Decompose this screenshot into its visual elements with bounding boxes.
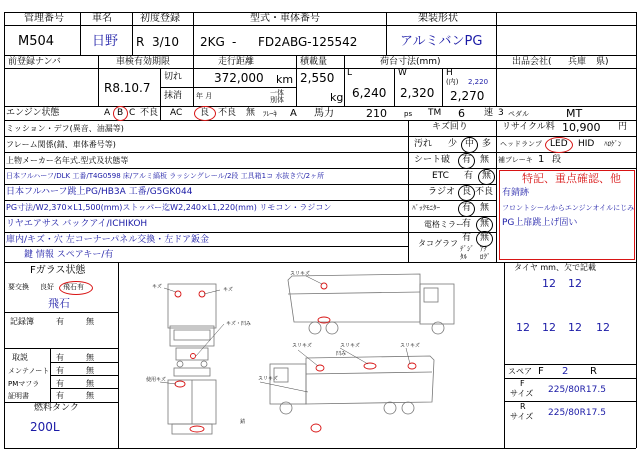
side-view-window bbox=[424, 288, 438, 302]
mirror-yes: 有 bbox=[462, 219, 472, 229]
model-code: 2KG bbox=[200, 35, 225, 49]
grid-line bbox=[408, 136, 636, 137]
grid-line bbox=[636, 12, 637, 448]
grid-line bbox=[408, 168, 636, 169]
pedal-count: 3 bbox=[498, 108, 504, 118]
grid-line bbox=[4, 312, 118, 313]
glass-good: 良好 bbox=[40, 283, 54, 291]
mirror-no: 無 bbox=[480, 219, 490, 229]
tachograph-log: ﾛｸﾞ bbox=[480, 253, 491, 261]
back-monitor-yes: 有 bbox=[462, 203, 472, 213]
spare-count: 2 bbox=[562, 366, 569, 377]
spec-line-3: PG寸法/W2,370×L1,500(mm)ストッパー迄W2,240×L1,220(mm) リモコン・ラジコン bbox=[6, 203, 332, 212]
cert-yes: 有 bbox=[56, 391, 64, 400]
pm-muffler-no: 無 bbox=[86, 379, 94, 388]
maintenance-yes: 有 bbox=[56, 366, 64, 375]
engine-grade-a: A bbox=[104, 108, 111, 118]
mission-label: ミッション・デフ(異音、油漏等) bbox=[6, 124, 124, 133]
grid-line bbox=[80, 12, 81, 55]
yen-unit: 円 bbox=[618, 122, 628, 132]
upper-body-label: 上物メーカー名年式.型式及状態等 bbox=[6, 156, 129, 165]
selected-mark bbox=[478, 169, 495, 185]
radio-label: ラジオ bbox=[428, 187, 456, 197]
grid-line bbox=[296, 55, 297, 106]
headlamp-halogen: ﾊﾛｹﾞﾝ bbox=[604, 140, 622, 148]
mileage-label: 走行距離 bbox=[218, 57, 255, 67]
notes-title: 特記、重点確認、他 bbox=[522, 172, 621, 185]
tachograph-yes: 有 bbox=[462, 233, 472, 243]
grid-line bbox=[4, 152, 636, 153]
shaken-date: R8.10.7 bbox=[104, 81, 151, 95]
erase-label: 抹消 bbox=[164, 91, 183, 101]
engine-label: エンジン状態 bbox=[6, 108, 60, 118]
grid-line bbox=[50, 388, 118, 389]
label-scratch: キズ bbox=[152, 284, 162, 290]
headlamp-led: LED bbox=[550, 139, 568, 149]
deck-H-inner: 2,220 bbox=[468, 78, 489, 86]
pm-muffler-yes: 有 bbox=[56, 379, 64, 388]
grid-line bbox=[4, 348, 118, 349]
tire-front-right: 12 bbox=[568, 277, 582, 290]
separate-body-label: 別体 bbox=[270, 96, 284, 104]
label-scratch-dent: キズ・凹み bbox=[226, 321, 251, 327]
pm-muffler-label: PMマフラ bbox=[8, 380, 40, 388]
frame-label: フレーム関係(錆、車体番号等) bbox=[6, 140, 116, 149]
grid-line bbox=[4, 448, 636, 449]
grid-line bbox=[4, 200, 496, 201]
prefecture-suffix: 県) bbox=[596, 57, 609, 67]
grid-line bbox=[118, 262, 119, 448]
grid-line bbox=[4, 184, 496, 185]
headlamp-label: ヘッドランプ bbox=[500, 140, 542, 148]
mgmt-no-label: 管理番号 bbox=[24, 13, 64, 24]
dirt-label: 汚れ bbox=[414, 139, 433, 149]
deck-H-inner-label: (内) bbox=[446, 78, 459, 86]
grid-line bbox=[504, 262, 505, 448]
prev-plate-label: 前登録ナンバ bbox=[8, 57, 61, 67]
grid-line bbox=[50, 375, 118, 376]
label-scuff: スリキズ bbox=[258, 376, 278, 382]
deck-size-label: 荷台寸法(mm) bbox=[380, 57, 441, 67]
rear-view-bumper bbox=[172, 424, 212, 434]
grid-line bbox=[4, 25, 636, 26]
radio-bad: 不良 bbox=[475, 187, 494, 197]
shaken-label: 車検有効期限 bbox=[116, 57, 171, 67]
record-no: 無 bbox=[86, 317, 94, 326]
fuel-tank-value: 200L bbox=[30, 420, 60, 434]
grid-line bbox=[442, 68, 443, 106]
grid-line bbox=[4, 136, 408, 137]
one-body-label: 一体 bbox=[270, 89, 284, 97]
label-scratch: キズ bbox=[223, 287, 233, 293]
manual-no: 無 bbox=[86, 353, 94, 362]
glass-chip-value: 飛石 bbox=[48, 297, 70, 310]
hp-label: 馬力 bbox=[314, 108, 334, 119]
front-size-label: F bbox=[520, 379, 525, 388]
spec-line-1: 日本フルハーフ/DLK 工番/T4G0598 床/アルミ縞板 ラッシングレール/2段 工具箱1コ 水抜き穴/2ヶ所 bbox=[6, 172, 325, 180]
note-pg-upper: PG上扉跳上げ固い bbox=[502, 218, 578, 228]
tachograph-no: 無 bbox=[480, 233, 490, 243]
tire-rear-1: 12 bbox=[516, 321, 530, 334]
aux-brake-label: 補ブレーキ bbox=[498, 156, 533, 164]
etc-yes: 有 bbox=[464, 171, 474, 181]
engine-grade-c: C bbox=[129, 108, 136, 118]
record-yes: 有 bbox=[56, 317, 64, 326]
etc-no: 無 bbox=[482, 171, 492, 181]
speeds: 6 bbox=[458, 107, 465, 120]
ac-good: 良 bbox=[200, 108, 210, 118]
grid-line bbox=[50, 348, 51, 402]
front-view-windshield bbox=[174, 330, 210, 340]
scratch-label: キズ回り bbox=[432, 122, 468, 132]
label-scuff: スリキズ bbox=[290, 271, 310, 277]
ac-none: 無 bbox=[246, 108, 256, 118]
tire-front-left: 12 bbox=[542, 277, 556, 290]
side-view-wheel bbox=[309, 322, 321, 334]
horsepower: 210 bbox=[366, 107, 387, 120]
tire-rear-4: 12 bbox=[596, 321, 610, 334]
first-reg-label: 初度登録 bbox=[140, 13, 180, 24]
side-view-line-2 bbox=[306, 372, 432, 374]
grid-line bbox=[394, 68, 395, 106]
front-size-word: サイズ bbox=[510, 389, 534, 398]
grid-line bbox=[193, 12, 194, 55]
model-label: 型式・車体番号 bbox=[250, 13, 320, 24]
grid-line bbox=[4, 120, 636, 121]
spare-f-label: F bbox=[538, 366, 544, 377]
selected-mark bbox=[545, 137, 573, 153]
grid-line bbox=[4, 168, 408, 169]
cut-label: 切れ bbox=[164, 72, 183, 82]
side-view-wheel-2 bbox=[384, 402, 396, 414]
grid-line bbox=[98, 55, 99, 106]
capacity-label: 積載量 bbox=[300, 57, 328, 67]
mgmt-no: M504 bbox=[18, 34, 55, 49]
side-view-wheel bbox=[326, 322, 338, 334]
spare-label: スペア bbox=[508, 367, 532, 376]
car-name: 日野 bbox=[92, 34, 119, 49]
selected-mark bbox=[458, 153, 475, 169]
back-monitor-no: 無 bbox=[480, 203, 490, 213]
tm-label: TM bbox=[428, 108, 442, 118]
label-scuff: スリキズ bbox=[340, 343, 360, 349]
grid-line bbox=[408, 120, 409, 262]
exhibitor-label: 出品会社( bbox=[512, 57, 552, 67]
kg-unit: kg bbox=[330, 91, 344, 104]
deck-L: 6,240 bbox=[352, 86, 387, 100]
recycle-label: リサイクル料 bbox=[502, 122, 555, 132]
glass-replace: 要交換 bbox=[8, 283, 29, 291]
transmission: MT bbox=[566, 107, 583, 120]
aux-brake: 1 bbox=[538, 154, 545, 165]
manual-yes: 有 bbox=[56, 353, 64, 362]
km-unit: km bbox=[276, 73, 294, 86]
spec-line-2: 日本フルハーフ跳上PG/HB3A 工番/G5GK044 bbox=[6, 187, 193, 197]
damage-marks bbox=[175, 283, 416, 432]
spare-r-label: R bbox=[590, 366, 597, 377]
ac-bad: 不良 bbox=[218, 108, 237, 118]
car-name-label: 車名 bbox=[92, 13, 112, 24]
spec-line-6: 鍵 情報 スペアキー/有 bbox=[24, 250, 114, 260]
grid-line bbox=[504, 364, 636, 365]
body-shape-label: 架装形状 bbox=[418, 13, 458, 24]
model-dash: - bbox=[232, 35, 237, 49]
selected-mark bbox=[194, 106, 216, 121]
grid-line bbox=[496, 12, 497, 106]
side-view-cab bbox=[420, 284, 454, 324]
radio-good: 良 bbox=[462, 187, 472, 197]
engine-grade-b: B bbox=[117, 108, 124, 118]
label-use-scratch: 使用キズ bbox=[146, 377, 166, 383]
grid-line bbox=[50, 362, 118, 363]
grid-line bbox=[4, 232, 496, 233]
fuel-tank-label: 燃料タンク bbox=[34, 403, 79, 413]
label-dent: 凹み bbox=[336, 351, 347, 357]
mileage: 372,000 bbox=[214, 71, 264, 85]
body-shape: アルミバンPG bbox=[400, 34, 483, 49]
record-label: 記録簿 bbox=[10, 317, 34, 326]
rear-size-label: R bbox=[520, 402, 526, 411]
glass-label: Fガラス状態 bbox=[30, 265, 86, 276]
deck-W: 2,320 bbox=[400, 86, 435, 100]
note-rust: 有錆跡 bbox=[502, 188, 530, 198]
spec-line-4: リヤエアサス バックアイ/ICHIKOH bbox=[6, 219, 148, 229]
grid-line bbox=[132, 12, 133, 55]
erase-date-label: 年 月 bbox=[196, 92, 213, 100]
mirror-label: 電格ミラー bbox=[424, 220, 464, 229]
cert-no: 無 bbox=[86, 391, 94, 400]
deck-W-label: W bbox=[398, 68, 407, 78]
callout-lines bbox=[160, 276, 410, 392]
front-view-body bbox=[168, 284, 216, 328]
back-monitor-label: ﾊﾞｯｸﾓﾆﾀｰ bbox=[412, 204, 440, 212]
grid-line bbox=[4, 216, 496, 217]
selected-mark bbox=[458, 185, 475, 201]
chassis-no: FD2ABG-125542 bbox=[258, 35, 358, 49]
maintenance-label: メンテノート bbox=[8, 367, 50, 375]
front-view-bumper bbox=[174, 368, 210, 376]
grid-line bbox=[160, 87, 296, 88]
tachograph-analog: ｱﾅ bbox=[480, 245, 487, 253]
ac-label: AC bbox=[170, 108, 183, 118]
dirt-low: 少 bbox=[448, 139, 458, 149]
label-scuff: スリキズ bbox=[292, 343, 312, 349]
note-front-seal: フロントシールからエンジンオイルにじみ bbox=[502, 204, 635, 212]
tire-rear-3: 12 bbox=[568, 321, 582, 334]
grid-line bbox=[4, 106, 636, 107]
front-tire-size: 225/80R17.5 bbox=[548, 385, 606, 395]
grid-line bbox=[160, 106, 161, 120]
grid-line bbox=[344, 55, 345, 106]
deck-H-label: H bbox=[446, 68, 453, 78]
tachograph-label: タコグラフ bbox=[418, 239, 458, 248]
grid-line bbox=[4, 12, 5, 448]
aux-brake-unit: 段 bbox=[552, 155, 562, 165]
grid-line bbox=[386, 12, 387, 55]
tire-rear-2: 12 bbox=[542, 321, 556, 334]
side-view-line bbox=[288, 292, 420, 294]
rear-size-word: サイズ bbox=[510, 412, 534, 421]
tachograph-ta: ﾀﾙ bbox=[460, 253, 467, 261]
maintenance-no: 無 bbox=[86, 366, 94, 375]
seat-yes: 有 bbox=[462, 155, 472, 165]
dirt-mid: 中 bbox=[465, 139, 475, 149]
deck-H: 2,270 bbox=[450, 89, 485, 103]
grid-line bbox=[496, 120, 497, 262]
dirt-high: 多 bbox=[482, 139, 492, 149]
cert-label: 証明書 bbox=[8, 392, 29, 400]
spec-line-5: 庫内/キズ・穴 左コーナーパネル交換・左ドア鈑金 bbox=[6, 235, 209, 245]
grid-line bbox=[4, 246, 408, 247]
grid-line bbox=[193, 55, 194, 106]
damage-diagram bbox=[120, 264, 502, 446]
first-reg-date: 3/10 bbox=[152, 35, 179, 49]
seat-no: 無 bbox=[480, 155, 490, 165]
first-reg-era: R bbox=[136, 35, 145, 49]
label-scuff: スリキズ bbox=[400, 343, 420, 349]
engine-defect: 不良 bbox=[140, 108, 159, 118]
seat-label: シート破 bbox=[414, 155, 451, 165]
recycle-fee: 10,900 bbox=[562, 121, 601, 134]
brake-label: ﾌﾚｰｷ bbox=[263, 110, 277, 118]
glass-chip: 飛石有 bbox=[63, 283, 84, 291]
side-view-wheel-2 bbox=[402, 402, 414, 414]
tachograph-digital: ﾃﾞｼﾞ bbox=[460, 245, 474, 253]
selected-mark bbox=[113, 106, 128, 121]
label-rust: 錆 bbox=[240, 419, 246, 425]
capacity: 2,550 bbox=[300, 71, 335, 85]
side-view-box bbox=[288, 271, 420, 322]
brake-grade: A bbox=[290, 108, 297, 119]
front-view-lamp bbox=[201, 361, 207, 367]
manual-label: 取説 bbox=[12, 353, 28, 362]
selected-mark bbox=[59, 281, 93, 295]
rear-tire-size: 225/80R17.5 bbox=[548, 408, 606, 418]
selected-mark bbox=[461, 137, 478, 153]
prefecture: 兵庫 bbox=[568, 57, 587, 67]
deck-L-label: L bbox=[347, 68, 353, 78]
etc-label: ETC bbox=[432, 171, 449, 181]
pedal-label: ペダル bbox=[508, 110, 529, 118]
headlamp-hid: HID bbox=[578, 139, 595, 149]
ps-unit: ps bbox=[404, 110, 413, 118]
tire-header: タイヤ mm、欠で記載 bbox=[514, 263, 596, 272]
grid-line bbox=[160, 68, 161, 106]
front-view-lamp bbox=[177, 361, 183, 367]
selected-mark bbox=[458, 201, 475, 217]
speed-unit: 速 bbox=[484, 108, 494, 118]
